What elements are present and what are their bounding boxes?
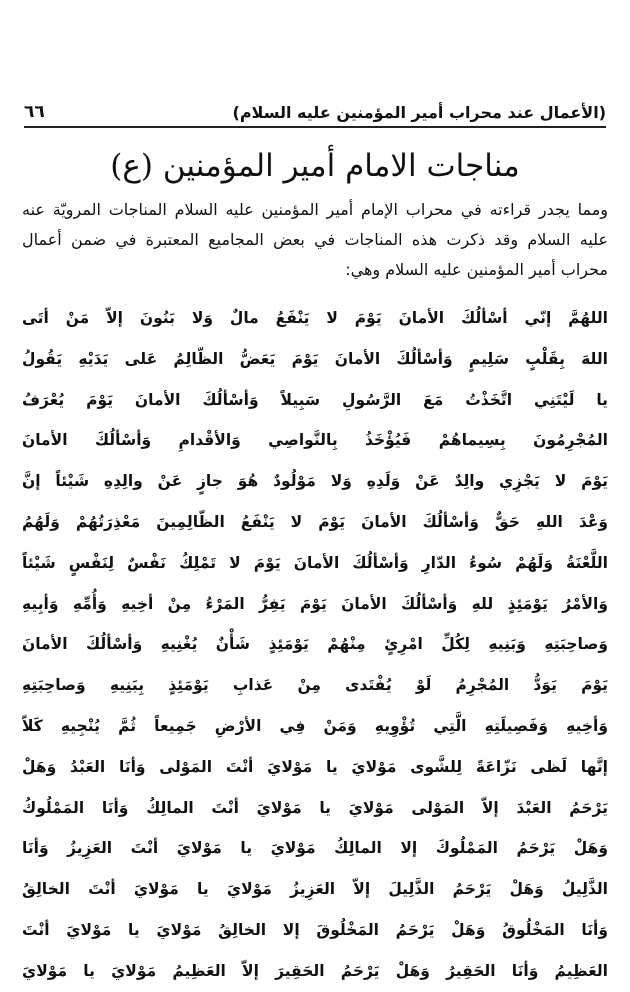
intro-paragraph bbox=[22, 195, 608, 285]
prayer-line: وَأخِيهِ وَفَصِيلَتِهِ الَّتِي تُؤْوِيهِ وَمَنْ فِي الأرْضِ جَمِيعاً ثُمَّ يُنْجِيهِ كَلاّ bbox=[22, 716, 608, 735]
page-header bbox=[24, 88, 606, 128]
prayer-line: وَهَلْ يَرْحَمُ المَمْلُوكَ إلا المالِكُ مَوْلايَ يا مَوْلايَ أنْتَ العَزِيزُ وَأنَا bbox=[22, 839, 608, 858]
prayer-line: وَالأمْرُ يَوْمَئِذٍ للهِ وَأسْألُكَ الأمانَ يَوْمَ يَفِرُّ المَرْءُ مِنْ أخِيهِ وَأُمِّهِ وَأبِيهِ bbox=[22, 594, 608, 613]
prayer-line: الذَّلِيلُ وَهَلْ يَرْحَمُ الذَّلِيلَ إلاّ العَزِيزُ مَوْلايَ يا مَوْلايَ أنْتَ الخالِقُ bbox=[22, 880, 608, 899]
running-title: (الأعمال عند محراب أمير المؤمنين عليه السلام) bbox=[232, 103, 606, 122]
prayer-line: اللهَ بِقَلْبٍ سَلِيمٍ وَأسْألُكَ الأمانَ يَوْمَ يَعَضُّ الظّالِمُ عَلى يَدَيْهِ يَقُولُ bbox=[22, 349, 608, 368]
prayer-line: وَصاحِبَتِهِ وَبَنِيهِ لِكُلِّ امْرِئٍ مِنْهُمْ يَوْمَئِذٍ شَأْنٌ يُغْنِيهِ وَأسْألُكَ الأمانَ bbox=[22, 635, 608, 654]
section-heading: مناجات الامام أمير المؤمنين (ع) bbox=[110, 148, 520, 184]
prayer-line: وَعْدَ اللهِ حَقٌّ وَأسْألُكَ الأمانَ يَوْمَ لا يَنْفَعُ الظّالِمِينَ مَعْذِرَتُهُمْ وَلَهُمُ bbox=[22, 512, 608, 531]
prayer-line: يَرْحَمُ العَبْدَ إلاّ المَوْلى مَوْلايَ يا مَوْلايَ أنْتَ المالِكُ وَأنَا المَمْلُوكُ bbox=[22, 798, 608, 817]
prayer-line: اللهُمَّ إنّي أسْألُكَ الأمانَ يَوْمَ لا يَنْفَعُ مالٌ وَلا بَنُونَ إلاّ مَنْ أتَى bbox=[22, 309, 608, 327]
prayer-line: اللَّعْنَةُ وَلَهُمْ سُوءُ الدّارِ وَأسْألُكَ الأمانَ يَوْمَ لا تَمْلِكُ نَفْسٌ لِنَفْسٍ شَيْئاً bbox=[22, 553, 608, 572]
prayer-line: العَظِيمُ وَأنَا الحَقِيرُ وَهَلْ يَرْحَمُ الحَقِيرَ إلاّ العَظِيمُ مَوْلايَ يا مَوْلايَ bbox=[22, 961, 608, 980]
prayer-line: يا لَيْتَنِي اتَّخَذْتُ مَعَ الرَّسُولِ سَبِيلاً وَأسْألُكَ الأمانَ يَوْمَ يُعْرَفُ bbox=[22, 390, 608, 409]
prayer-line: يَوْمَ لا يَجْزِي والِدٌ عَنْ وَلَدِهِ وَلا مَوْلُودٌ هُوَ جازٍ عَنْ والِدِهِ شَيْئاً إنَّ bbox=[22, 472, 608, 491]
prayer-line: وَأنَا المَخْلُوقُ وَهَلْ يَرْحَمُ المَخْلُوقَ إلا الخالِقُ مَوْلايَ يا مَوْلايَ أنْتَ bbox=[22, 920, 608, 939]
prayer-line: المُجْرِمُونَ بِسِيماهُمْ فَيُؤْخَذُ بِالنَّواصِي وَالأقْدامِ وَأسْألُكَ الأمانَ bbox=[22, 431, 608, 450]
intro-text: ومما يجدر قراءته في محراب الإمام أمير المؤمنين عليه السلام المناجات المرويّة عنه عليه السلام وقد ذكرت هذه المناجات في بعض المجاميع المعتبرة في ضمن أعمال محراب أمير المؤمنين عليه السلام وهي: bbox=[22, 200, 608, 279]
prayer-text bbox=[22, 298, 608, 992]
prayer-line: يَوْمَ يَوَدُّ المُجْرِمُ لَوْ يُفْتَدى مِنْ عَذابِ يَوْمَئِذٍ بِبَنِيهِ وَصاحِبَتِهِ bbox=[22, 676, 608, 695]
prayer-line: إنَّها لَظى نَزّاعَةً لِلشَّوى مَوْلايَ يا مَوْلايَ أنْتَ المَوْلى وَأنَا العَبْدُ وَهَلْ bbox=[22, 757, 608, 776]
page-number: ٦٦ bbox=[24, 102, 45, 122]
